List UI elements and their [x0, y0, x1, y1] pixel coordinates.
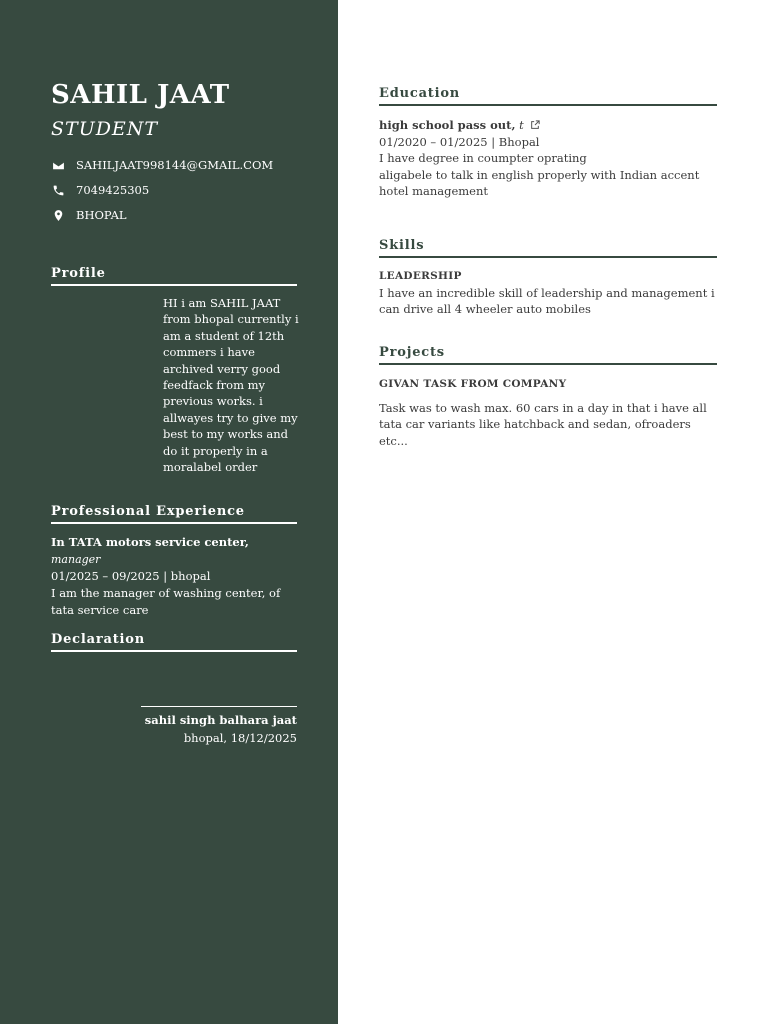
- resume-name: SAHIL JAAT: [51, 80, 230, 110]
- skills-entry: [379, 268, 719, 318]
- resume-role: STUDENT: [51, 118, 159, 140]
- contact-email-text: SAHILJAAT998144@GMAIL.COM: [76, 158, 274, 172]
- profile-text: HI i am SAHIL JAAT from bhopal currently i am a student of 12th commers i have archived verry good feedfack from my previous works. i allwayes try to give my best to my works and do it properly in a moralabel order: [163, 296, 299, 475]
- signature-line: [141, 706, 297, 707]
- experience-company: In TATA motors service center,: [51, 535, 249, 549]
- signature-name: sahil singh balhara jaat: [144, 713, 297, 727]
- contact-location-text: BHOPAL: [76, 208, 127, 222]
- main-content: [338, 0, 768, 1024]
- profile-heading: Profile: [51, 266, 297, 286]
- experience-title: [51, 534, 301, 568]
- location-pin-icon: [51, 208, 65, 222]
- skill-title: LEADERSHIP: [379, 270, 462, 282]
- education-school: high school pass out,: [379, 118, 516, 132]
- sidebar: [0, 0, 338, 1024]
- project-title: GIVAN TASK FROM COMPANY: [379, 378, 567, 390]
- experience-position: manager: [51, 553, 101, 566]
- education-school-suffix: t: [519, 118, 524, 132]
- project-description: Task was to wash max. 60 cars in a day in that i have all tata car variants like hatchback and sedan, ofroaders etc...: [379, 400, 707, 448]
- signature-place-date: bhopal, 18/12/2025: [183, 731, 297, 745]
- experience-heading: Professional Experience: [51, 504, 297, 524]
- experience-entry: [51, 534, 301, 619]
- education-line-1: I have degree in coumpter oprating: [379, 151, 587, 165]
- declaration-heading: Declaration: [51, 632, 297, 652]
- projects-heading: Projects: [379, 345, 717, 365]
- email-icon: [51, 158, 65, 172]
- contact-location: [51, 207, 127, 223]
- experience-description: I am the manager of washing center, of tata service care: [51, 586, 281, 617]
- contact-email[interactable]: [51, 157, 273, 173]
- experience-dates: 01/2025 – 09/2025 | bhopal: [51, 569, 211, 583]
- education-line-2: aligabele to talk in english properly with Indian accent: [379, 167, 700, 182]
- education-dates: 01/2020 – 01/2025 | Bhopal: [379, 134, 540, 149]
- contact-phone-text: 7049425305: [76, 183, 150, 197]
- education-line-3: hotel management: [379, 184, 489, 198]
- phone-icon: [51, 183, 65, 197]
- skill-description: I have an incredible skill of leadership and management i can drive all 4 wheeler auto mobiles: [379, 285, 715, 316]
- skills-heading: Skills: [379, 238, 717, 258]
- contact-phone[interactable]: [51, 182, 149, 198]
- external-link-icon[interactable]: [530, 118, 540, 128]
- education-title: [379, 117, 719, 134]
- projects-entry: [379, 376, 719, 449]
- education-entry: [379, 117, 719, 200]
- education-heading: Education: [379, 86, 717, 106]
